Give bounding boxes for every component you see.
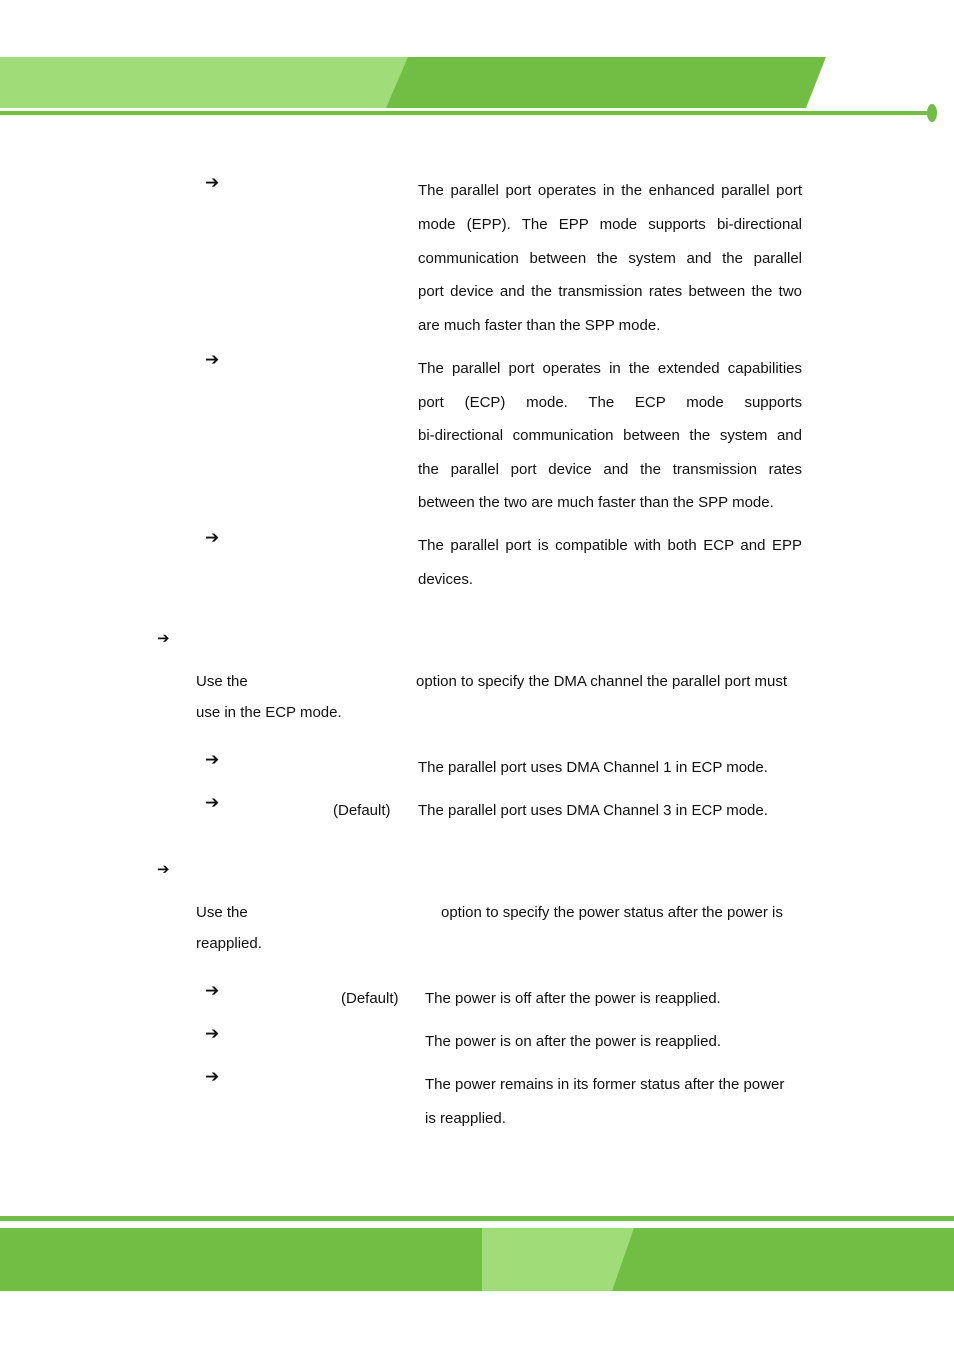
option-description-epp xyxy=(418,181,802,336)
option-description-ecp-epp xyxy=(418,536,802,590)
description-line: is reapplied. xyxy=(425,1110,506,1127)
description-line: bi-directional communication between the system and xyxy=(418,427,802,444)
default-tag: (Default) xyxy=(341,990,399,1007)
description-line: port (ECP) mode. The ECP mode supports xyxy=(418,393,802,411)
power-intro-prefix: Use the xyxy=(196,904,248,921)
power-option-description: The power is off after the power is reapplied. xyxy=(425,990,721,1007)
footer-rule xyxy=(0,1216,954,1221)
header-light-block xyxy=(0,57,410,108)
section-bullet-icon: ➔ xyxy=(157,629,170,647)
power-intro-line2: reapplied. xyxy=(196,935,262,952)
description-line: mode (EPP). The EPP mode supports bi-directional xyxy=(418,215,802,233)
power-intro-suffix: option to specify the power status after the power is xyxy=(441,904,783,921)
description-line: The parallel port is compatible with both ECP and EPP xyxy=(418,537,802,554)
right-arrow-icon: ➔ xyxy=(205,793,220,813)
power-option-description: The power is on after the power is reapplied. xyxy=(425,1033,721,1050)
option-description-ecp xyxy=(418,359,802,513)
footer-light-block xyxy=(482,1228,634,1291)
footer-dark-block xyxy=(0,1228,954,1291)
right-arrow-icon: ➔ xyxy=(205,1067,220,1087)
dma-intro-suffix: option to specify the DMA channel the parallel port must xyxy=(416,673,788,690)
right-arrow-icon: ➔ xyxy=(205,981,220,1001)
description-line: The parallel port operates in the enhanced parallel port xyxy=(418,182,802,199)
description-line: The parallel port operates in the extended capabilities xyxy=(418,360,802,377)
description-line: port device and the transmission rates between the two xyxy=(418,283,802,301)
dma-option-description: The parallel port uses DMA Channel 1 in ECP mode. xyxy=(418,759,768,776)
description-line: The power remains in its former status after the power xyxy=(425,1076,785,1093)
dma-intro-line2: use in the ECP mode. xyxy=(196,704,342,721)
description-line: are much faster than the SPP mode. xyxy=(418,317,661,334)
right-arrow-icon: ➔ xyxy=(205,173,220,193)
description-line: between the two are much faster than the SPP mode. xyxy=(418,494,774,511)
right-arrow-icon: ➔ xyxy=(205,350,220,370)
section-bullet-icon: ➔ xyxy=(157,860,170,878)
description-line: devices. xyxy=(418,571,474,588)
default-tag: (Default) xyxy=(333,802,391,819)
header-graphic xyxy=(0,0,954,130)
footer-graphic xyxy=(0,1210,954,1300)
right-arrow-icon: ➔ xyxy=(205,528,220,548)
header-rule xyxy=(0,111,930,115)
header-band xyxy=(0,0,954,130)
dma-option-description: The parallel port uses DMA Channel 3 in ECP mode. xyxy=(418,802,768,819)
header-dark-block xyxy=(386,57,826,108)
right-arrow-icon: ➔ xyxy=(205,750,220,770)
right-arrow-icon: ➔ xyxy=(205,1024,220,1044)
description-line: communication between the system and the parallel xyxy=(418,249,802,267)
description-line: the parallel port device and the transmission rates xyxy=(418,460,802,478)
dma-intro-prefix: Use the xyxy=(196,673,248,690)
header-rule-end-cap xyxy=(927,104,937,122)
power-option-description xyxy=(425,1075,802,1129)
footer-band xyxy=(0,1210,954,1300)
